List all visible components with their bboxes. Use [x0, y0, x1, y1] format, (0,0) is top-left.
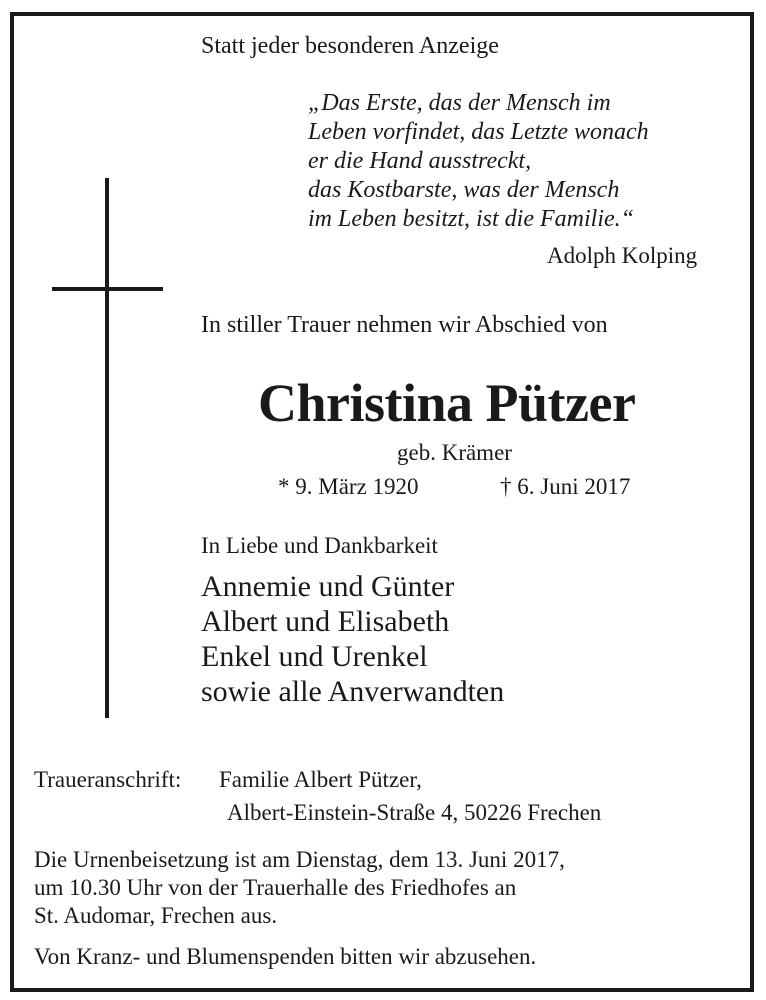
quote-line: das Kostbarste, was der Mensch [308, 177, 620, 203]
burial-line: um 10.30 Uhr von der Trauerhalle des Friedhofes an [34, 875, 517, 900]
mourner-item: sowie alle Anverwandten [201, 675, 505, 708]
mourner-item: Enkel und Urenkel [201, 640, 428, 673]
farewell-intro: In stiller Trauer nehmen wir Abschied von [201, 312, 608, 338]
flowers-note: Von Kranz- und Blumenspenden bitten wir abzusehen. [34, 944, 537, 969]
birth-date: * 9. März 1920 [278, 474, 419, 499]
quote-line: „Das Erste, das der Mensch im [308, 90, 611, 116]
quote-author: Adolph Kolping [547, 243, 698, 268]
announcement-header: Statt jeder besonderen Anzeige [201, 33, 499, 59]
death-date: † 6. Juni 2017 [500, 474, 631, 499]
cross-horizontal-bar [52, 287, 163, 291]
deceased-name: Christina Pützer [258, 373, 636, 433]
quote-line: im Leben besitzt, ist die Familie.“ [308, 206, 634, 232]
burial-info [34, 846, 565, 930]
address-street: Albert-Einstein-Straße 4, 50226 Frechen [227, 800, 602, 825]
quote-block [308, 89, 649, 234]
mourner-item: Annemie und Günter [201, 570, 455, 603]
cross-vertical-bar [105, 178, 109, 718]
burial-line: St. Audomar, Frechen aus. [34, 903, 278, 928]
burial-line: Die Urnenbeisetzung ist am Dienstag, dem 13. Juni 2017, [34, 847, 565, 872]
address-name: Familie Albert Pützer, [219, 767, 422, 792]
mourners-list [201, 569, 504, 709]
address-label: Traueranschrift: [34, 767, 182, 792]
maiden-name: geb. Krämer [397, 440, 512, 465]
gratitude-line: In Liebe und Dankbarkeit [201, 533, 438, 558]
mourner-item: Albert und Elisabeth [201, 605, 450, 638]
quote-line: Leben vorfindet, das Letzte wonach [308, 119, 649, 145]
quote-line: er die Hand ausstreckt, [308, 148, 532, 174]
